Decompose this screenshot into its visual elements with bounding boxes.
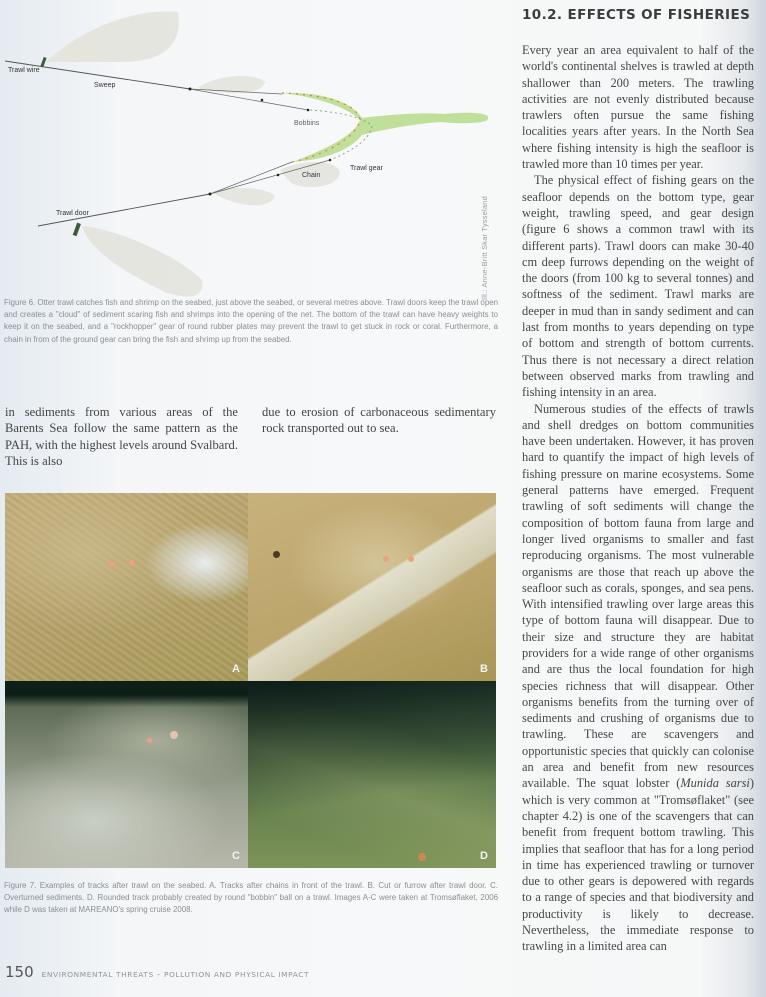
photo-label-a: A <box>232 663 240 675</box>
joint <box>189 88 192 91</box>
joint <box>261 99 264 102</box>
sediment-cloud-upper <box>46 11 179 62</box>
joint <box>277 174 280 177</box>
photo-b <box>248 493 496 681</box>
page-number: 150 <box>5 963 34 981</box>
photo-d <box>248 681 496 868</box>
species-name: Munida sarsi <box>680 776 750 791</box>
section-body <box>522 42 754 955</box>
paragraph-3 <box>522 401 754 955</box>
figure-7-caption: Figure 7. Examples of tracks after trawl on the seabed. A. Tracks after chains in front of the trawl. B. Cut or furrow after trawl door. C. Overturned sediments. D. Rounded track probably created by round "bobbin" ball on a trawl. Images A-C were taken at Tromsøflaket, 2006 while D was taken at MAREANO's spring cruise 2008. <box>4 881 498 915</box>
paragraph-3-text: Numerous studies of the effects of trawls and shell dredges on bottom communities have been undertaken. However, it has proven hard to quantify the impact of high levels of fishing pressure on marine ecosystems. Some general patterns have emerged. Frequent trawling of soft sediments will change the composition of bottom fauna from large and longer lived organisms to smaller and fast reproducing organisms. The most vulnerable organisms are those that reach up above the seafloor such as corals, sponges, and sea pens. With intensified trawling over large areas this type of bottom fauna will disappear. Due to their size and structure they are habitat providers for a wide range of other organisms and are thus the local foundation for high species richness that will disappear. Other organisms benefits from the turning over of sediments and crushing of organisms due to trawling. These are scavengers and opportunistic species that quickly can colonise an area and benefit from new resources available. The squat lobster ( <box>522 401 754 791</box>
joint <box>307 109 310 112</box>
trawl-door-lower <box>73 223 81 237</box>
trawl-diagram <box>0 0 500 300</box>
photo-label-d: D <box>480 850 488 862</box>
figure-6-caption: Figure 6. Otter trawl catches fish and shrimp on the seabed, just above the seabed, or several metres above. Trawl doors keep the trawl open and creates a "cloud" of sediment scaring fish and shrimps into the opening of the net. The bottom of the trawl can have heavy weights to keep it on the seabed, and a "rockhopper" gear of round rubber plates may prevent the trawl to get stuck in rock or coral. Furthermore, a chain in from of the ground gear can bring the fish and shrimp up from the seabed. <box>4 298 498 344</box>
photo-label-c: C <box>232 850 240 862</box>
paragraph-3-tail: ) which is very common at "Tromsøflaket" (see chapter 4.2) is one of the scavengers that can benefit from frequent bottom trawling. This implies that seafloor that has for a long period in time has experienced trawling or turnover due to other gears is depowered with regards to a range of species and that biodiversity and productivity is likely to decrease. Nevertheless, the immediate response to trawling in a limited area can <box>522 776 755 954</box>
label-trawl-gear: Trawl gear <box>350 165 383 172</box>
paragraph-1: Every year an area equivalent to half of the world's continental shelves is trawled at depth shallower than 200 meters. The trawling activities are not evenly distributed because trawlers often pursue the same fishing localities years after years. In the North Sea where fishing intensity is high the seafloor is trawled more than 10 times per year. <box>522 43 754 172</box>
figure-7-photo-grid <box>5 493 496 868</box>
sediment-cloud-lower <box>82 226 202 296</box>
running-head: ENVIRONMENTAL THREATS – POLLUTION AND PHYSICAL IMPACT <box>41 970 310 979</box>
joint <box>209 193 212 196</box>
illustration-credit: Ill.: Anne-Britt Skar Tysseland <box>480 195 489 300</box>
photo-label-b: B <box>480 663 488 675</box>
page-footer <box>5 963 309 982</box>
section-heading: 10.2. EFFECTS OF FISHERIES <box>522 7 751 23</box>
paragraph-2: The physical effect of fishing gears on the seafloor depends on the bottom type, gear weight, trawling speed, and gear design (figure 6 shows a common trawl with its different parts). Trawl doors can make 30-40 cm deep furrows depending on the weight of the doors (from 100 kg to several tonnes) and softness of the sediment. Trawl marks are deeper in mud than in sandy sediment and can last from months to years depending on type of bottom and strength of bottom currents. Thus there is not necessary a direct relation between observed marks from trawling and fishing intensity in an area. <box>522 173 754 400</box>
photo-a <box>5 493 248 681</box>
label-trawl-door: Trawl door <box>56 210 89 217</box>
label-bobbins: Bobbins <box>294 120 320 127</box>
trawl-door-upper <box>40 57 46 67</box>
label-trawl-wire: Trawl wire <box>8 67 40 74</box>
label-sweep: Sweep <box>94 82 116 89</box>
label-chain: Chain <box>302 172 321 179</box>
sediment-cloud-mid <box>198 76 265 93</box>
left-column-text: in sediments from various areas of the Barents Sea follow the same pattern as the PAH, with the highest levels around Svalbard. This is also <box>5 405 238 468</box>
photo-c <box>5 681 248 868</box>
middle-column-text: due to erosion of carbonaceous sedimentary rock transported out to sea. <box>262 405 496 436</box>
joint <box>329 159 332 162</box>
trawl-net <box>282 93 488 162</box>
